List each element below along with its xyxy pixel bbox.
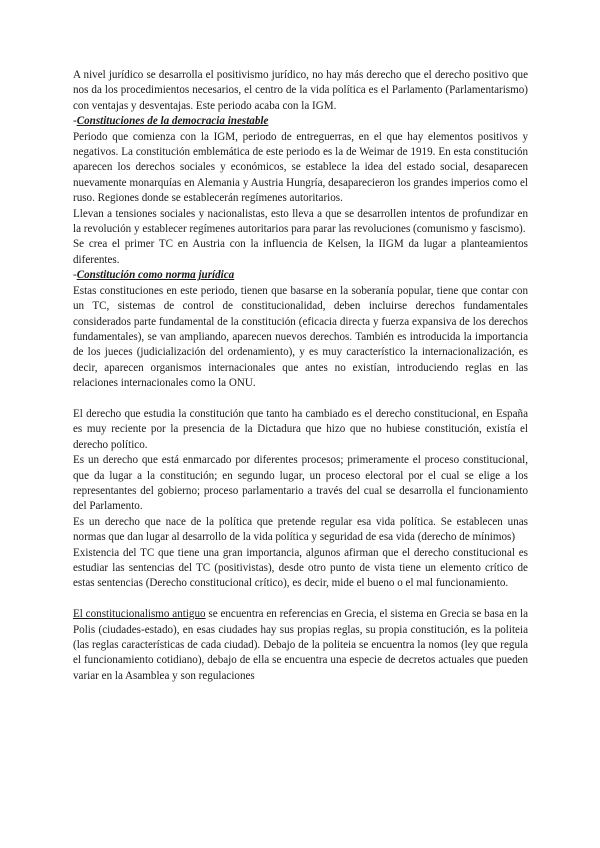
underlined-term: El constitucionalismo antiguo bbox=[73, 608, 206, 621]
heading-dash: - bbox=[73, 115, 77, 128]
body-paragraph: A nivel jurídico se desarrolla el positivismo jurídico, no hay más derecho que el derecho positivo que nos da los procedimientos necesarios, el centro de la vida política es el Parlamento (Parlamentarismo) con ventajas y desventajas. Este periodo acaba con la IGM. bbox=[73, 69, 528, 112]
section-heading-democracia-inestable bbox=[73, 114, 528, 129]
body-paragraph: El derecho que estudia la constitución que tanto ha cambiado es el derecho constitucional, en España es muy reciente por la presencia de la Dictadura que hizo que no hubiese constitución, existía el derecho político. bbox=[73, 407, 528, 451]
body-paragraph: Es un derecho que está enmarcado por diferentes procesos; primeramente el proceso constitucional, que da lugar a la constitución; en segundo lugar, un proceso electoral por el cual se elige a los representantes del gobierno; proceso parlamentario a través del cual se desarrolla el funcionamiento del Parlamento. bbox=[73, 454, 528, 513]
body-paragraph: Existencia del TC que tiene una gran importancia, algunos afirman que el derecho constitucional es estudiar las sentencias del TC (positivistas), desde otro punto de vista tiene un elemento crítico de estas sentencias (Derecho constitucional crítico), es decir, mide el bueno o el mal funcionamiento. bbox=[73, 546, 528, 590]
body-paragraph: Estas constituciones en este periodo, tienen que basarse en la soberanía popular, tiene que contar con un TC, sistemas de control de constitucionalidad, deben incluirse derechos fundamentales considerados parte fundamental de la constitución (eficacia directa y fuerza expansiva de los derechos fundamentales), se van ampliando, aparecen nuevos derechos. También es introducida la importancia de los jueces (judicialización del ordenamiento), y es muy característico la internacionalización, es decir, aparecen organismos internacionales que antes no existían, introduciendo reglas en las relaciones internacionales como la ONU. bbox=[73, 284, 528, 390]
heading-text: Constituciones de la democracia inestable bbox=[76, 115, 269, 128]
body-paragraph: Periodo que comienza con la IGM, periodo de entreguerras, en el que hay elementos positivos y negativos. La constitución emblemática de este periodo es la de Weimar de 1919. En esta constitución aparecen los derechos sociales y económicos, se establece la idea del estado social, desaparecen nuevamente monarquías en Alemania y Austria Hungría, desaparecieron los grandes imperios como el ruso. Regiones donde se establecerán regímenes autoritarios. bbox=[73, 130, 528, 205]
body-paragraph: Llevan a tensiones sociales y nacionalistas, esto lleva a que se desarrollen intentos de profundizar en la revolución y establecer regímenes autoritarios para parar las revoluciones (comunismo y fascismo). bbox=[73, 207, 528, 236]
body-paragraph: Es un derecho que nace de la política que pretende regular esa vida política. Se establecen unas normas que dan lugar al desarrollo de la vida política y seguridad de esa vida (derecho de mínimos) bbox=[73, 515, 528, 544]
blank-line bbox=[73, 592, 528, 607]
heading-text: Constitución como norma jurídica bbox=[76, 269, 235, 282]
heading-dash: - bbox=[73, 269, 77, 282]
paragraph-text: se encuentra en referencias en Grecia, el sistema en Grecia se basa en la Polis (ciudades-estado), en esas ciudades hay sus propias reglas, su propia constitución, es la politeia (las reglas características de cada ciudad). Debajo de la politeia se encuentra la nomos (ley que regula el funcionamiento cotidiano), debajo de ella se encuentra una especie de decretos actuales que pueden variar en la Asamblea y son regulaciones bbox=[73, 608, 528, 682]
blank-line bbox=[73, 392, 528, 407]
section-heading-norma-juridica bbox=[73, 268, 528, 283]
body-paragraph: Se crea el primer TC en Austria con la influencia de Kelsen, la IIGM da lugar a planteamientos diferentes. bbox=[73, 238, 528, 266]
body-paragraph-constitucionalismo-antiguo bbox=[73, 607, 528, 684]
